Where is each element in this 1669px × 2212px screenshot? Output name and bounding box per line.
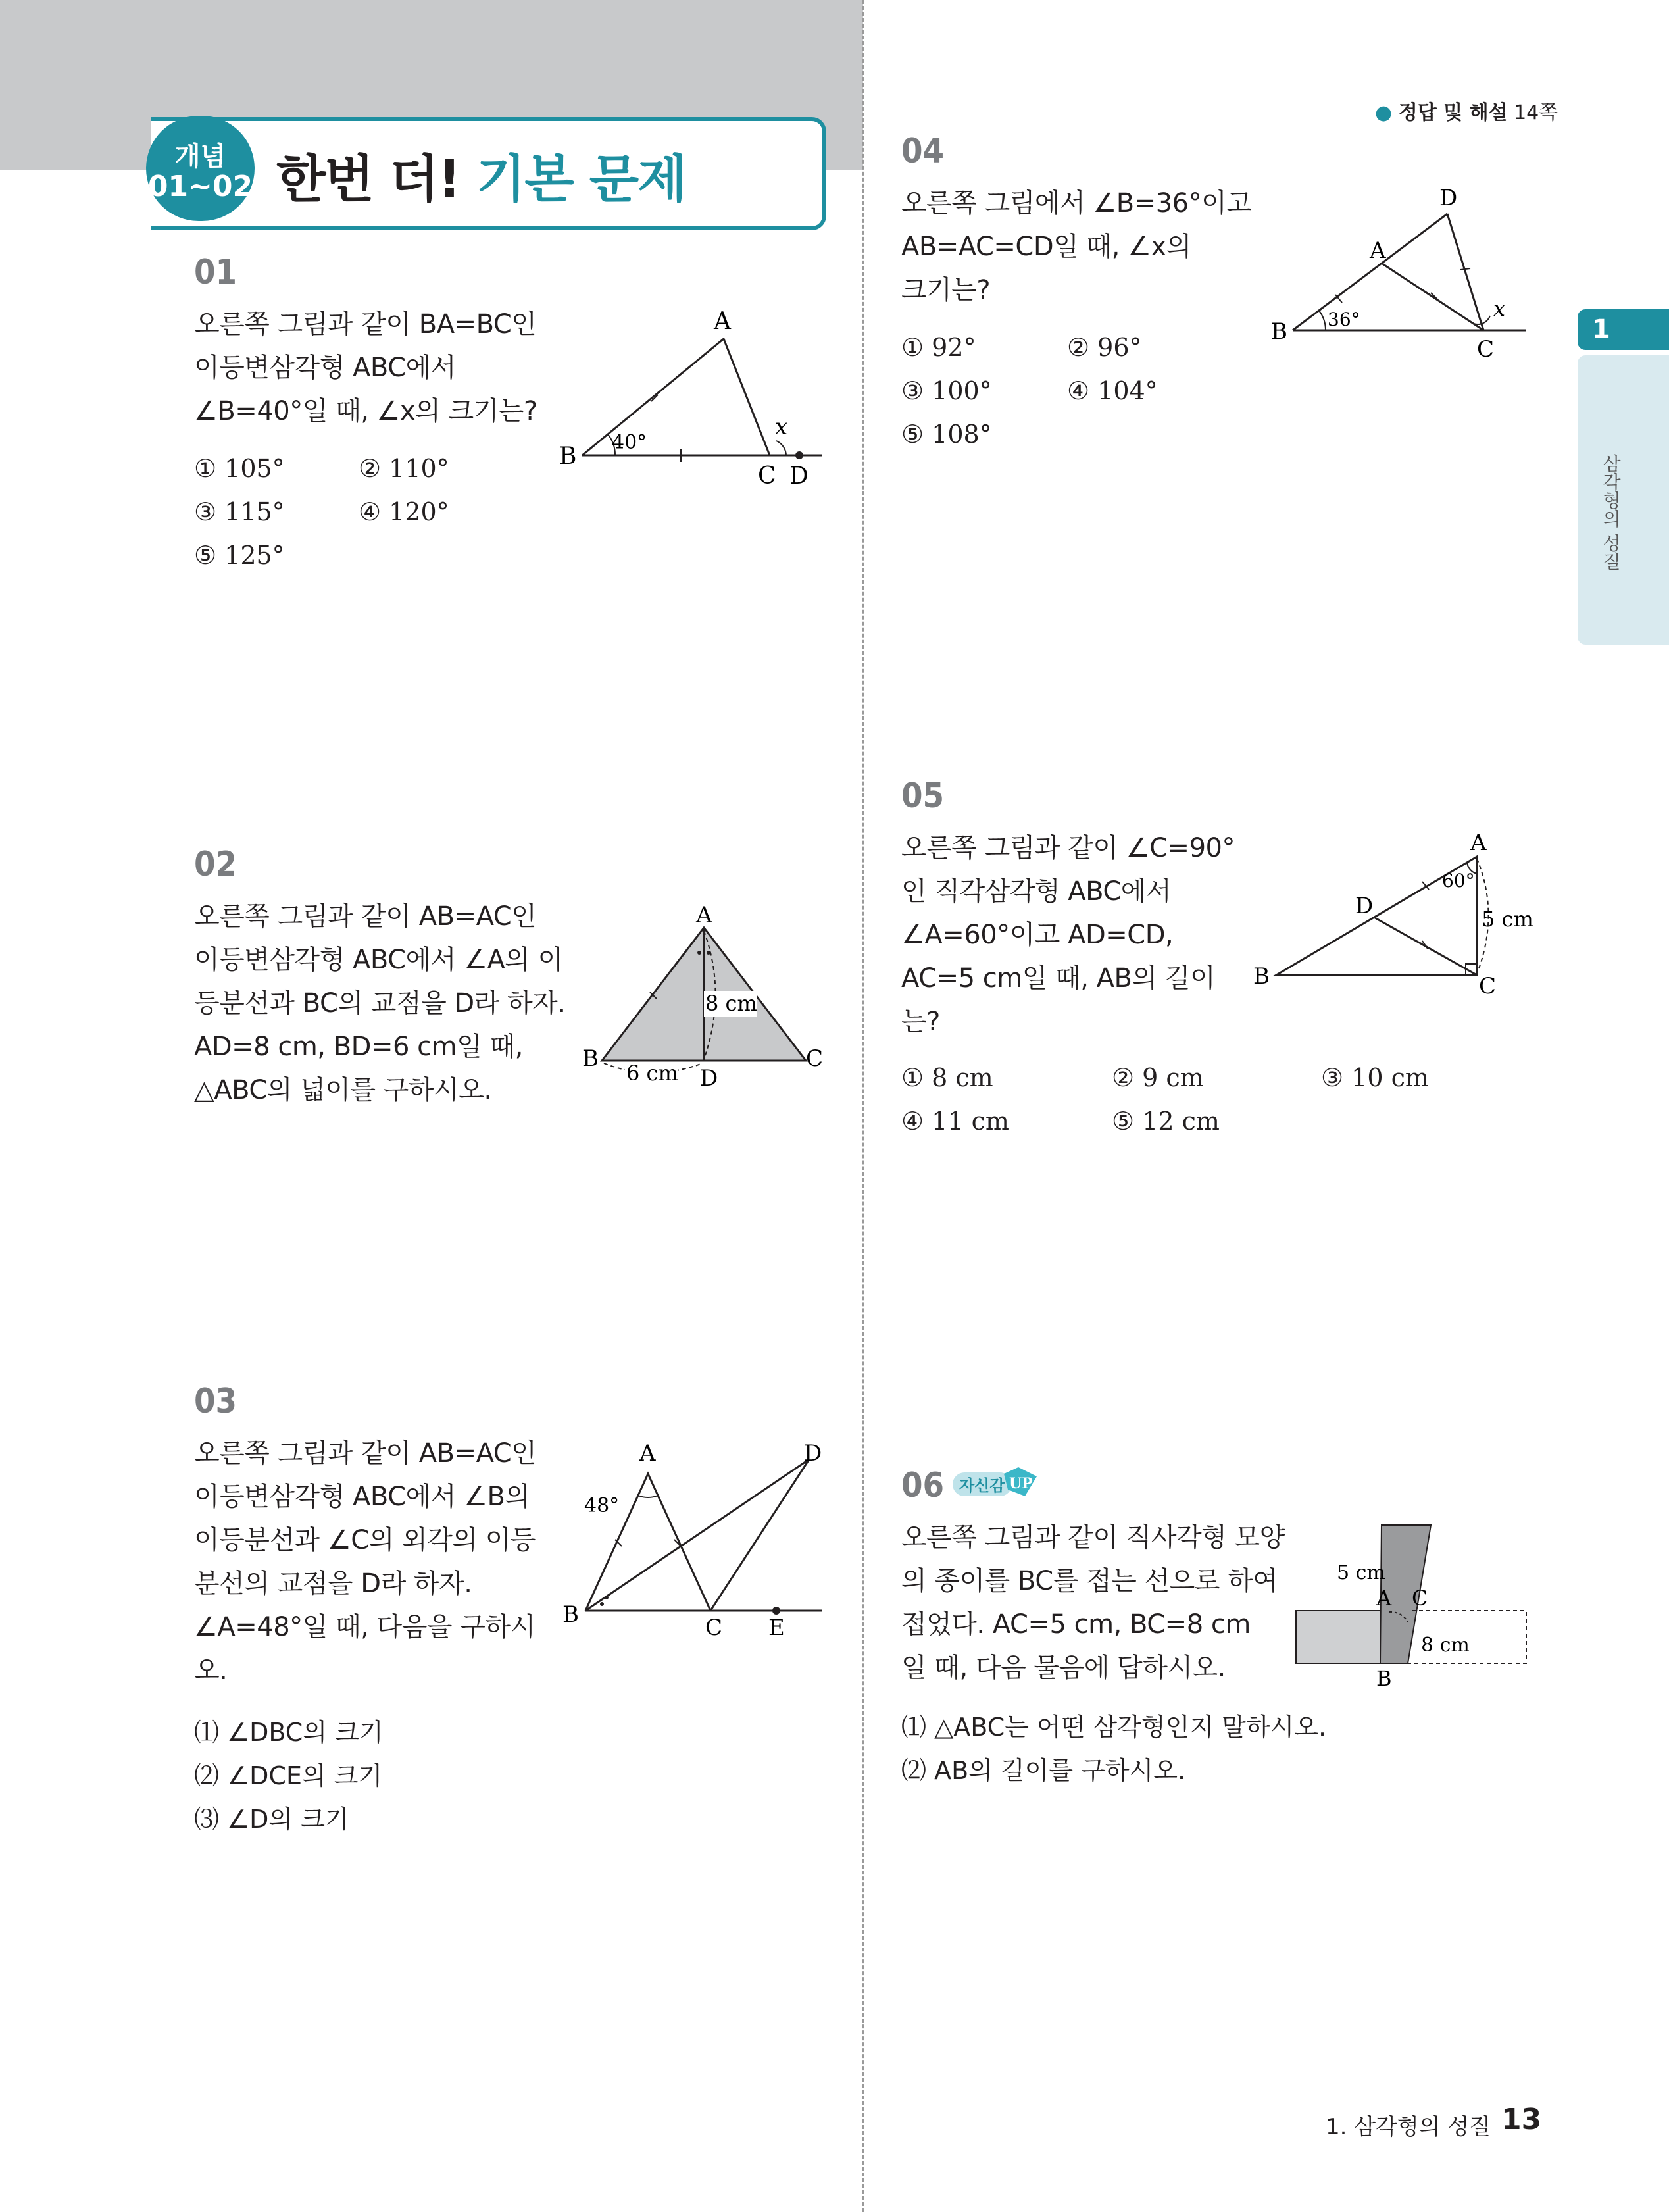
q03-line: 이등변삼각형 ABC에서 ∠B의 bbox=[194, 1482, 530, 1512]
q03-figure bbox=[559, 1434, 835, 1645]
length-label-1: 5 cm bbox=[1337, 1561, 1385, 1584]
q04-option[interactable]: ① 92° bbox=[901, 333, 976, 362]
label-A: A bbox=[1470, 830, 1487, 856]
q01-option[interactable]: ⑤ 125° bbox=[194, 541, 285, 570]
label-A: A bbox=[1370, 238, 1386, 264]
q01-option[interactable]: ③ 115° bbox=[194, 497, 285, 526]
q03-line: 오. bbox=[194, 1655, 228, 1686]
q06-number: 06 bbox=[901, 1466, 945, 1505]
q02-line: AD=8 cm, BD=6 cm일 때, bbox=[194, 1032, 523, 1062]
x-label: x bbox=[1493, 296, 1506, 321]
q05-option[interactable]: ② 9 cm bbox=[1112, 1063, 1204, 1092]
q03-line: 이등분선과 ∠C의 외각의 이등 bbox=[194, 1525, 536, 1555]
q05-text bbox=[901, 826, 1235, 1043]
q05-option[interactable]: ① 8 cm bbox=[901, 1063, 993, 1092]
label-C: C bbox=[806, 1045, 824, 1072]
q02-line: △ABC의 넓이를 구하시오. bbox=[194, 1075, 492, 1105]
q05-option[interactable]: ④ 11 cm bbox=[901, 1107, 1009, 1136]
q06-sub: ⑴ △ABC는 어떤 삼각형인지 말하시오. bbox=[901, 1713, 1327, 1742]
chapter-number: 1 bbox=[1592, 314, 1610, 345]
badge-line2: 01~02 bbox=[147, 170, 253, 203]
q01-option[interactable]: ② 110° bbox=[359, 454, 449, 483]
q02-line: 오른쪽 그림과 같이 AB=AC인 bbox=[194, 901, 537, 932]
label-A: A bbox=[714, 308, 731, 335]
concept-badge bbox=[146, 116, 255, 221]
q02-figure bbox=[572, 901, 835, 1092]
q04-option[interactable]: ⑤ 108° bbox=[901, 420, 992, 449]
label-D: D bbox=[789, 463, 809, 490]
label-A: A bbox=[639, 1440, 656, 1467]
q05-option[interactable]: ③ 10 cm bbox=[1321, 1063, 1429, 1092]
title-part1: 한번 더! bbox=[276, 150, 460, 209]
q04-option[interactable]: ② 96° bbox=[1067, 333, 1142, 362]
length-label-2: 8 cm bbox=[1421, 1634, 1470, 1657]
label-B: B bbox=[1253, 963, 1270, 990]
x-label: x bbox=[775, 414, 788, 440]
q05-figure bbox=[1250, 829, 1539, 1000]
height-label: 8 cm bbox=[705, 991, 757, 1016]
answer-reference bbox=[1375, 96, 1558, 125]
q04-line: 크기는? bbox=[901, 275, 991, 305]
answer-ref-page: 14쪽 bbox=[1514, 101, 1558, 124]
label-C: C bbox=[1479, 973, 1497, 999]
q05-line: 오른쪽 그림과 같이 ∠C=90° bbox=[901, 833, 1235, 863]
q06-line: 오른쪽 그림과 같이 직사각형 모양 bbox=[901, 1522, 1285, 1553]
label-D: D bbox=[1355, 893, 1374, 919]
label-B: B bbox=[559, 443, 577, 470]
title-part2: 기본 문제 bbox=[476, 150, 686, 209]
q03-line: 오른쪽 그림과 같이 AB=AC인 bbox=[194, 1438, 537, 1469]
q04-option[interactable]: ③ 100° bbox=[901, 376, 992, 405]
label-A: A bbox=[1376, 1586, 1392, 1611]
q02-line: 이등변삼각형 ABC에서 ∠A의 이 bbox=[194, 945, 563, 975]
q01-number: 01 bbox=[194, 253, 237, 292]
q03-text bbox=[194, 1432, 536, 1692]
q03-number: 03 bbox=[194, 1382, 237, 1421]
page-number: 13 bbox=[1501, 2103, 1542, 2136]
q04-line: AB=AC=CD일 때, ∠x의 bbox=[901, 232, 1191, 262]
q05-number: 05 bbox=[901, 776, 945, 816]
footer-section: 1. 삼각형의 성질 bbox=[1326, 2114, 1491, 2140]
q02-line: 등분선과 BC의 교점을 D라 하자. bbox=[194, 988, 566, 1018]
q03-line: 분선의 교점을 D라 하자. bbox=[194, 1569, 472, 1599]
angle-label: 36° bbox=[1328, 309, 1360, 330]
q06-line: 의 종이를 BC를 접는 선으로 하여 bbox=[901, 1566, 1278, 1596]
angle-label: 40° bbox=[612, 431, 647, 454]
label-C: C bbox=[1477, 336, 1495, 363]
answer-ref-label: 정답 및 해설 bbox=[1398, 101, 1508, 124]
badge-up: UP bbox=[1009, 1475, 1033, 1492]
q05-line: AC=5 cm일 때, AB의 길이 bbox=[901, 963, 1216, 993]
q04-figure bbox=[1263, 184, 1539, 368]
q04-number: 04 bbox=[901, 132, 945, 171]
label-D: D bbox=[700, 1065, 718, 1092]
bullet-icon: ● bbox=[1375, 101, 1393, 124]
label-D: D bbox=[804, 1440, 822, 1467]
label-B: B bbox=[1271, 318, 1287, 345]
chapter-label: 삼각형의 성질 bbox=[1600, 454, 1622, 570]
q01-option[interactable]: ④ 120° bbox=[359, 497, 449, 526]
base-label: 6 cm bbox=[626, 1061, 678, 1086]
label-C: C bbox=[1412, 1586, 1428, 1611]
label-C: C bbox=[758, 463, 776, 490]
confidence-up-badge bbox=[953, 1467, 1038, 1500]
length-label: 5 cm bbox=[1482, 907, 1533, 932]
label-B: B bbox=[582, 1045, 599, 1072]
q01-text bbox=[194, 303, 537, 433]
q05-line: ∠A=60°이고 AD=CD, bbox=[901, 920, 1174, 950]
q03-sub: ⑴ ∠DBC의 크기 bbox=[194, 1718, 384, 1747]
column-divider bbox=[862, 0, 864, 2212]
q06-figure bbox=[1289, 1513, 1539, 1697]
q02-text bbox=[194, 895, 566, 1112]
q01-line: 오른쪽 그림과 같이 BA=BC인 bbox=[194, 309, 537, 339]
q04-text bbox=[901, 182, 1251, 312]
chapter-tab bbox=[1578, 309, 1669, 350]
q05-line: 인 직각삼각형 ABC에서 bbox=[901, 876, 1172, 907]
q03-sub: ⑵ ∠DCE의 크기 bbox=[194, 1761, 383, 1790]
q04-option[interactable]: ④ 104° bbox=[1067, 376, 1158, 405]
q03-line: ∠A=48°일 때, 다음을 구하시 bbox=[194, 1612, 536, 1642]
label-E: E bbox=[768, 1615, 785, 1641]
chapter-label-tab bbox=[1578, 355, 1669, 645]
page-title bbox=[276, 138, 686, 212]
q01-line: ∠B=40°일 때, ∠x의 크기는? bbox=[194, 396, 537, 426]
label-B: B bbox=[1376, 1666, 1392, 1691]
q01-option[interactable]: ① 105° bbox=[194, 454, 285, 483]
q06-line: 일 때, 다음 물음에 답하시오. bbox=[901, 1653, 1226, 1683]
label-B: B bbox=[562, 1601, 579, 1628]
badge-line1: 개념 bbox=[174, 141, 226, 172]
badge-text: 자신감 bbox=[959, 1476, 1005, 1495]
angle-label: 60° bbox=[1442, 870, 1475, 892]
q06-line: 접었다. AC=5 cm, BC=8 cm bbox=[901, 1609, 1251, 1640]
q05-line: 는? bbox=[901, 1007, 940, 1037]
q06-text bbox=[901, 1516, 1285, 1690]
q01-line: 이등변삼각형 ABC에서 bbox=[194, 353, 456, 383]
label-A: A bbox=[696, 902, 712, 928]
q06-sub: ⑵ AB의 길이를 구하시오. bbox=[901, 1756, 1186, 1785]
label-C: C bbox=[705, 1615, 723, 1641]
q01-figure bbox=[553, 303, 835, 493]
q03-sub: ⑶ ∠D의 크기 bbox=[194, 1805, 349, 1834]
label-D: D bbox=[1439, 185, 1458, 211]
angle-label: 48° bbox=[584, 1494, 620, 1517]
q04-line: 오른쪽 그림에서 ∠B=36°이고 bbox=[901, 188, 1252, 218]
q02-number: 02 bbox=[194, 845, 237, 884]
q05-option[interactable]: ⑤ 12 cm bbox=[1112, 1107, 1220, 1136]
